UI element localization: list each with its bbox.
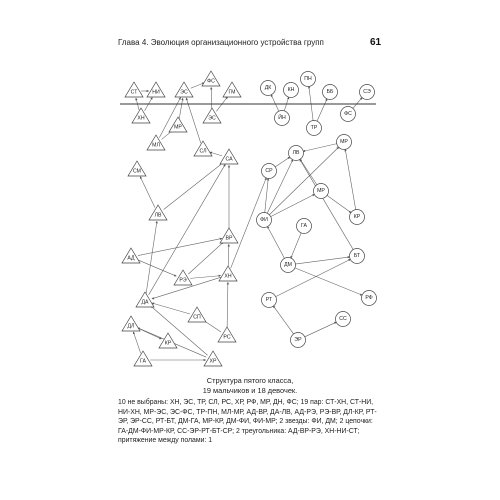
- node-mr-circ-top: [337, 135, 352, 150]
- node-label-kn: КН: [287, 87, 295, 93]
- node-label-kr-circ: КР: [353, 214, 361, 220]
- node-label-dl: ДЛ: [127, 323, 135, 330]
- node-label-vr: ВР: [225, 235, 233, 242]
- node-mr-circ-mid: [314, 184, 329, 199]
- edge-es_low-fs_top: [211, 87, 212, 110]
- node-pn: [301, 72, 316, 87]
- edge-er-rt: [273, 306, 294, 334]
- node-mr-tri: [169, 117, 187, 132]
- edge-ad-re: [138, 260, 177, 276]
- node-label-khr: ХР: [209, 358, 217, 365]
- node-label-da: ДА: [141, 299, 149, 306]
- node-label-bb: ББ: [326, 89, 334, 95]
- node-label-ss: СС: [339, 316, 347, 322]
- node-label-khn: ХН: [137, 115, 145, 122]
- node-rf: [362, 291, 377, 306]
- figure-caption-line1: Структура пятого класса,: [206, 376, 294, 385]
- node-label-mr-circ-top: МР: [340, 139, 348, 145]
- node-gm: [223, 82, 241, 97]
- node-fs-top: [202, 71, 220, 86]
- node-ga-circ: [297, 219, 312, 234]
- node-ml: [147, 135, 165, 150]
- node-ga-tri: [134, 351, 152, 366]
- node-ni: [147, 82, 165, 97]
- edge-dl-kr_tri: [138, 328, 162, 339]
- node-da: [136, 292, 154, 307]
- node-label-kr-tri: КР: [164, 340, 172, 347]
- node-re: [174, 270, 192, 285]
- node-tr: [307, 121, 322, 136]
- node-label-es-top: ЭС: [180, 89, 188, 96]
- edge-dm-rf: [295, 268, 363, 296]
- node-kn: [284, 83, 299, 98]
- node-label-rt: РТ: [265, 297, 273, 303]
- node-sp: [188, 307, 206, 322]
- edge-mr_circ_mid-lv_circ: [300, 159, 317, 185]
- edge-mr_circ_top-lv_circ: [303, 144, 337, 152]
- node-label-ga-tri: ГА: [140, 358, 146, 365]
- edge-fi-mr_circ_mid: [270, 194, 314, 216]
- node-khn-low: [219, 266, 237, 281]
- node-label-rf: РФ: [365, 295, 373, 301]
- node-kr-tri: [159, 333, 177, 348]
- edge-ga_tri-dl: [133, 332, 140, 353]
- edge-fi-sr: [265, 178, 269, 213]
- node-label-lv-tri: ЛВ: [154, 212, 162, 219]
- node-label-gm: ГМ: [228, 89, 236, 96]
- node-fi: [257, 213, 272, 228]
- node-sr: [262, 164, 277, 179]
- node-label-lv-circ: ЛВ: [292, 150, 300, 156]
- running-title: Глава 4. Эволюция организационного устройства групп: [118, 38, 324, 47]
- edge-dm-bt: [295, 257, 350, 264]
- sociogram-nodes: [122, 71, 377, 366]
- node-label-fi: ФИ: [260, 217, 268, 223]
- node-ss: [336, 312, 351, 327]
- node-ad: [122, 248, 140, 263]
- edge-tr-bb: [317, 99, 327, 122]
- node-label-ga-circ: ГА: [301, 223, 307, 229]
- edge-khn_low-vr: [228, 244, 229, 268]
- node-label-rs: РС: [223, 334, 231, 341]
- node-label-sl: СЛ: [199, 148, 207, 155]
- node-label-sa: СА: [225, 156, 233, 163]
- figure-caption-line2: 19 мальчиков и 18 девочек.: [202, 386, 298, 395]
- edge-re-vr: [188, 242, 223, 274]
- node-label-sm: СМ: [132, 168, 142, 175]
- node-st: [125, 82, 143, 97]
- node-sl: [194, 141, 212, 156]
- node-es-low: [203, 108, 221, 123]
- node-rs: [218, 327, 236, 342]
- edge-dm-fi: [267, 226, 284, 258]
- node-fs-circ: [341, 107, 356, 122]
- node-label-fs-top: ФС: [207, 78, 215, 85]
- node-label-sp: СП: [193, 314, 201, 321]
- edge-rs-khn_low: [227, 282, 228, 329]
- node-dl: [122, 316, 140, 331]
- node-es-top: [175, 82, 193, 97]
- edge-sl-es_top: [186, 98, 201, 143]
- node-label-dk: ДК: [264, 85, 272, 91]
- node-khr: [204, 351, 222, 366]
- edge-fs_circ-se: [353, 97, 363, 108]
- node-label-ad: АД: [127, 255, 135, 262]
- node-label-ml: МЛ: [152, 142, 160, 149]
- node-label-yn: ЙН: [278, 115, 286, 121]
- node-bb: [323, 85, 338, 100]
- figure-notes: 10 не выбраны: ХН, ЭС, ТР, СЛ, РС, ХР, РФ, МР, ДН, ФС; 19 пар: СТ-ХН, СТ-НИ, НИ-ХН, МР-ЭС, ЭС-ФС, ТР-ПН, МЛ-МР, АД-ВР, ДА-ЛВ, АД-РЭ, РЭ-ВР, ДЛ-КР, РТ-ЭР, ЭР-СС, РТ-БТ, ДМ-ГА, МР-КР, ДМ-ФИ, ФИ-МР; 2 звезды: ФИ, ДМ; 2 цепочки: ГА-ДМ-ФИ-МР-КР, СС-ЭР-РТ-БТ-СР; 2 треугольника: АД-ВР-РЭ, ХН-НИ-СТ; притяжение между полами: 1: [118, 399, 377, 445]
- node-label-ni: НИ: [152, 89, 160, 96]
- node-bt: [350, 249, 365, 264]
- node-label-sr: СР: [265, 168, 273, 174]
- node-label-fs-circ: ФС: [344, 111, 352, 117]
- node-yn: [275, 111, 290, 126]
- edge-mr_circ_mid-kr_circ: [327, 195, 351, 213]
- node-label-se: СЭ: [363, 89, 371, 95]
- node-vr: [220, 228, 238, 243]
- node-lv-circ: [289, 146, 304, 161]
- edge-da-sa: [149, 164, 226, 295]
- edge-bt-lv_circ: [300, 159, 354, 250]
- node-label-tr: ТР: [310, 125, 318, 131]
- node-khn: [132, 108, 150, 123]
- node-label-khn-low: ХН: [224, 273, 232, 280]
- edge-yn-dk: [271, 95, 279, 112]
- node-label-dm: ДМ: [284, 262, 292, 268]
- node-label-mr-circ-mid: МР: [317, 188, 325, 194]
- node-dm: [281, 258, 296, 273]
- node-dk: [261, 81, 276, 96]
- edge-lv_tri-sa: [164, 162, 224, 209]
- edge-er-ss: [305, 322, 337, 337]
- edge-re-khn_low: [190, 276, 221, 279]
- node-rt: [262, 293, 277, 308]
- node-label-pn: ПН: [304, 76, 312, 82]
- node-kr-circ: [350, 210, 365, 225]
- node-lv-tri: [149, 205, 167, 220]
- edge-ga_circ-dm: [291, 233, 302, 259]
- node-se: [360, 85, 375, 100]
- edge-sr-lv_circ: [275, 157, 290, 167]
- edge-fi-mr_circ_top: [269, 147, 339, 215]
- edge-mr_tri-es_top: [179, 98, 183, 119]
- node-label-re: РЭ: [179, 277, 187, 284]
- node-sm: [128, 161, 146, 176]
- node-label-mr-tri: МР: [174, 124, 182, 131]
- node-er: [291, 333, 306, 348]
- node-label-st: СТ: [130, 89, 138, 96]
- node-label-es-low: ЭС: [208, 115, 216, 122]
- node-label-bt: БТ: [353, 253, 361, 259]
- edge-kr_circ-mr_circ_top: [345, 149, 356, 210]
- node-sa: [220, 149, 238, 164]
- node-label-er: ЭР: [294, 337, 302, 343]
- page-number: 61: [370, 37, 382, 48]
- edge-lv_tri-sm: [140, 176, 155, 207]
